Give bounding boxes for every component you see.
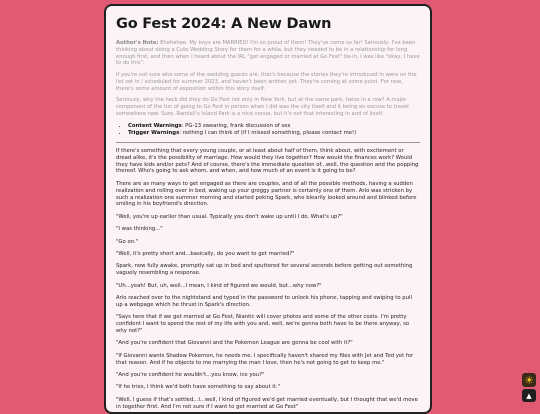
story-paragraph: "If he tries, I think we'd both have something to say about it." xyxy=(116,384,280,391)
trigger-warning: • Trigger Warnings: nothing I can think of (if I missed something, please contact me!) xyxy=(128,130,420,137)
divider xyxy=(116,142,420,143)
story-paragraph: "Says here that if we get married at Go Fest, Niantic will cover photos and some of the other costs. I'm pretty confident I want to spend the rest of my life with you and, well, we're gonna both have to be there anyway, so why not?" xyxy=(116,314,410,334)
story-paragraph: Spark, now fully awake, promptly sat up in bed and sputtered for several seconds before getting out something vaguely resembling a response. xyxy=(116,263,413,277)
story-paragraph: "Go on." xyxy=(116,238,139,245)
story-paragraph: There are as many ways to get engaged as there are couples, and of all the possible methods, having a sudden realization and rolling over in bed, waking up your groggy partner is certainly one of them. Arlo was stricken by such a realization one summer morning and started poking Spark, who blearily looked around and blinked before smiling in his boyfriend's direction. xyxy=(116,180,417,208)
content-warning: • Content Warnings: PG-13 swearing, frank discussion of sex xyxy=(128,123,420,130)
story-paragraph: "Uh...yeah! But, uh, well...I mean, I kind of figured we would, but...why now?" xyxy=(116,282,322,289)
page-title: Go Fest 2024: A New Dawn xyxy=(116,16,332,32)
story-paragraph: "If Giovanni wants Shadow Pokemon, he needs me. I specifically haven't shared my files with Jet and Ted yet for that reason. And if he objects to me marrying the man I love, then he's not going to get to keep me." xyxy=(116,352,414,366)
author-note-1: Author's Note: Ehehehee. My boys are MARRIED! I'm so proud of them! They've come so far! Seriously, I've been thinking about doing a Cute Wedding Story for them for a while, but they needed to be in a relationship for long enough first, and then when I heard about the IRL "get engaged or married at Go Fest" tie-in, I was like "okay, I have to do this". xyxy=(116,40,420,67)
story-body xyxy=(116,148,420,411)
arrow-up-icon[interactable]: ▲ xyxy=(522,389,536,402)
author-note-2: If you're not sure who some of the wedding guests are, that's because the stories they're introduced in were on the list set in / scheduled for summer 2023, and haven't been written yet. They're coming at some point. For now, there's some amount of exposition within this story itself. xyxy=(116,72,417,92)
story-paragraph: "Well, you're up earlier than usual. Typically you don't wake up until I do. What's up?" xyxy=(116,213,343,220)
warnings-list xyxy=(116,123,420,137)
story-paragraph: "And you're confident that Giovanni and the Pokemon League are gonna be cool with it?" xyxy=(116,340,353,347)
author-note-3: Seriously, why the heck did they do Go Fest not only in New York, but at the same park, twice in a row? A major component of the fun of going to Go Fest in person when I did was the city itself and it being an excuse to travel somewhere new. Sure, Randall's Island Park is a nice venue, but it's not that interesting in and of itself. xyxy=(116,97,409,117)
story-paragraph: "And you're confident he wouldn't...you know, ice you?" xyxy=(116,371,265,378)
story-paragraph: "I was thinking..." xyxy=(116,226,163,233)
story-paragraph: Arlo reached over to the nightstand and typed in the password to unlock his phone, tapping and swiping to pull up a webpage which he thrust in Spark's direction. xyxy=(116,294,412,308)
story-page xyxy=(104,4,432,414)
author-note-label: Author's Note: xyxy=(116,40,159,46)
story-paragraph: "Well, I guess if that's settled...I...well, I kind of figured we'd get married eventually, but I thought that we'd move in together first. And I'm not sure if I want to get married at Go Fest" xyxy=(116,396,418,410)
sun-icon[interactable]: ☀ xyxy=(522,373,536,387)
story-paragraph: "Well, it's pretty short and...basically, do you want to get married?" xyxy=(116,250,295,257)
story-paragraph: If there's something that every young couple, or at least about half of them, think about, with excitement or dread alike, it's the possibility of marriage. How would they live together? How would the finances work? Would they have kids and/or pets? And of course, there's the immediate question of...well, the question and the popping thereof. Who's going to ask whom, and when, and how much of an event is it going to be? xyxy=(116,147,419,175)
